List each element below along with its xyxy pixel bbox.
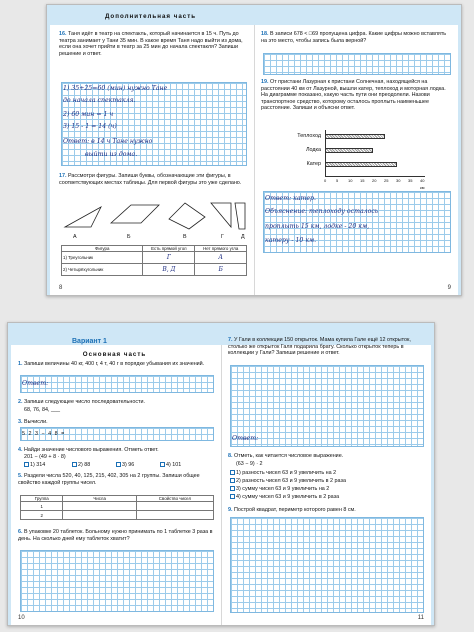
task-text: В упаковке 20 таблеток. Больному нужно принимать по 1 таблетке 3 раза в день. На сколько дней ему таблеток хватит? — [18, 529, 213, 542]
checkbox[interactable] — [160, 462, 165, 467]
table-cell: 2) Четырёхугольник — [62, 264, 143, 276]
bar-label: Катер — [306, 161, 321, 167]
section-title: Дополнительная часть — [104, 13, 197, 20]
checkbox[interactable] — [116, 462, 121, 467]
option[interactable] — [160, 462, 181, 469]
triangle-a — [65, 207, 101, 227]
answer-grid[interactable] — [263, 53, 451, 75]
page-11 — [220, 323, 434, 625]
checkbox[interactable] — [230, 486, 235, 491]
x-tick-label: 20 — [372, 178, 377, 183]
task-text: Запиши следующее число последовательности. — [24, 399, 145, 405]
quadrilateral-v — [169, 203, 205, 229]
task-19 — [261, 79, 451, 112]
table-cell[interactable] — [63, 502, 136, 511]
col-header: Группа — [21, 496, 63, 502]
table-cell: 2 — [21, 511, 63, 520]
header-band — [8, 323, 221, 345]
triangle-g — [211, 203, 231, 227]
option[interactable] — [230, 486, 329, 493]
page-number: 8 — [59, 285, 63, 291]
handwriting-answer: Ответ: — [232, 435, 259, 442]
table-cell[interactable]: Г — [143, 252, 195, 264]
table-cell[interactable]: А — [195, 252, 247, 264]
page-number: 9 — [447, 285, 451, 291]
task-number: 19. — [261, 79, 269, 85]
side-bar — [458, 25, 461, 295]
expression: 201 − (49 + 8 · 8) — [24, 454, 66, 460]
checkbox[interactable] — [230, 478, 235, 483]
task-text: У Гали в коллекции 150 открыток. Мама купила Гале ещё 12 открыток, столько же открыток Галя подарила брату. Сколько открыток теперь в коллекции у Гали? Запиши решение и ответ. — [228, 337, 411, 357]
table-cell[interactable] — [136, 502, 213, 511]
task-2 — [18, 399, 214, 406]
trapezoid-d — [235, 203, 245, 229]
handwriting-line: 3) 15 - 1 = 14 (ч) — [63, 123, 117, 130]
task-text: Таня идёт в театр на спектакль, который начинается в 15 ч. Путь до театра занимает у Тани 35 мин. В какое время Таня надо выйти из дома, если она хочет прийти в театр за 25 мин до начала спектакля? Запиши решение и ответ. — [59, 31, 243, 57]
page-10 — [8, 323, 222, 625]
x-tick-label: 10 — [348, 178, 353, 183]
task-number: 2. — [18, 399, 23, 405]
page-number: 11 — [417, 615, 424, 621]
table-cell: 1) Треугольник — [62, 252, 143, 264]
col-header: Есть прямой угол — [143, 246, 195, 252]
handwriting-line: катеру - 10 км. — [265, 237, 317, 244]
task-number: 1. — [18, 361, 23, 367]
bottom-spread — [7, 322, 435, 626]
shape-label: В — [183, 234, 187, 240]
x-tick-label: 15 — [360, 178, 365, 183]
x-axis — [325, 176, 425, 177]
answer-grid[interactable] — [20, 550, 214, 612]
task-number: 6. — [18, 529, 23, 535]
bar-lodka — [325, 148, 373, 153]
task-number: 16. — [59, 31, 67, 37]
task-number: 3. — [18, 419, 23, 425]
sequence: 68, 76, 84, ___ — [24, 407, 60, 413]
handwriting-line: проплыть 15 км, лодке - 20 км, — [265, 223, 370, 230]
page-number: 10 — [18, 615, 25, 621]
col-header: Фигура — [62, 246, 143, 252]
table-cell[interactable]: Б — [195, 264, 247, 276]
page-8 — [47, 5, 255, 295]
answer-grid[interactable] — [230, 365, 424, 447]
shape-label: Б — [127, 234, 131, 240]
expression: 5 2 3 − 4 8 = — [22, 431, 66, 437]
option-label: 1) разность чисел 63 и 9 увеличить на 2 — [236, 470, 337, 476]
task-number: 5. — [18, 473, 23, 479]
section-title: Основная часть — [82, 351, 147, 358]
answer-grid[interactable] — [20, 375, 214, 393]
shapes-figure — [61, 197, 247, 237]
task-17 — [59, 173, 247, 186]
expression: (63 − 9) · 2 — [236, 461, 263, 467]
handwriting-line: до начала спектакля. — [63, 97, 136, 104]
checkbox[interactable] — [230, 494, 235, 499]
task-number: 9. — [228, 507, 233, 513]
task-1 — [18, 361, 214, 368]
variant-title: Вариант 1 — [72, 338, 107, 345]
task-4 — [18, 447, 214, 454]
col-header: Нет прямого угла — [195, 246, 247, 252]
table-cell: 1 — [21, 502, 63, 511]
option-label: 4) сумму чисел 63 и 9 увеличить в 2 раза — [236, 494, 340, 500]
option-label: 3) сумму чисел 63 и 9 увеличить на 2 — [236, 486, 330, 492]
task-number: 8. — [228, 453, 233, 459]
bar-label: Лодка — [305, 147, 321, 153]
shape-label: Д — [241, 234, 245, 240]
x-tick-label: 35 — [408, 178, 413, 183]
x-tick-label: 30 — [396, 178, 401, 183]
task-5 — [18, 473, 214, 486]
task-text: В записи 678 < □69 пропущена цифра. Какие цифры можно вставлять на это место, чтобы запись была верной? — [261, 31, 447, 44]
task-text: Раздели числа 520, 40, 125, 215, 402, 305 на 2 группы. Запиши общее свойство каждой группы чисел. — [18, 473, 200, 486]
bar-label: Теплоход — [297, 133, 321, 139]
checkbox[interactable] — [72, 462, 77, 467]
task-6 — [18, 529, 214, 542]
bar-kater — [325, 162, 397, 167]
task-text: Вычисли. — [24, 419, 48, 425]
option-label: 1) 314 — [30, 462, 46, 468]
task-18 — [261, 31, 451, 44]
checkbox[interactable] — [24, 462, 29, 467]
option[interactable] — [116, 462, 134, 469]
x-tick-label: 25 — [384, 178, 389, 183]
x-tick-label: 5 — [336, 178, 339, 183]
handwriting-line: Объяснение: теплоходу осталось — [265, 208, 379, 215]
side-bar — [47, 25, 50, 295]
task-text: Рассмотри фигуры. Запиши буквы, обозначающие эти фигуры, в соответствующих местах таблицы. Для первой фигуры это уже сделано. — [59, 173, 242, 186]
task-16 — [59, 31, 247, 57]
task-3 — [18, 419, 48, 426]
top-spread — [46, 4, 462, 296]
handwriting-line: Ответ: катер. — [265, 195, 316, 202]
task-number: 18. — [261, 31, 269, 37]
shape-label: А — [73, 234, 77, 240]
task-8 — [228, 453, 424, 460]
task-number: 4. — [18, 447, 23, 453]
task-text: От пристани Лазурная к пристани Солнечная, находящейся на расстоянии 40 км от Лазурной, вышли катер, теплоход и моторная лодка. На диаграмме показано, какую часть пути они преодолели. Назови транспортное средство, которому осталось проплыть наименьшее расстояние. Запиши и объясни ответ. — [261, 79, 446, 112]
table-cell[interactable] — [63, 511, 136, 520]
bar-teplohod — [325, 134, 385, 139]
checkbox[interactable] — [230, 470, 235, 475]
handwriting-line: 2) 60 мин = 1 ч — [63, 111, 114, 118]
col-header: Свойство чисел — [136, 496, 213, 502]
option[interactable] — [230, 470, 336, 477]
parallelogram-b — [111, 205, 159, 223]
handwriting-line: выйти из дома. — [85, 151, 138, 158]
option-label: 2) 88 — [78, 462, 91, 468]
handwriting-line: Ответ: в 14 ч Тане нужно — [63, 138, 153, 145]
header-band — [253, 5, 461, 25]
x-tick-label: 0 — [324, 178, 327, 183]
x-tick-label: 40 км — [420, 178, 425, 190]
option[interactable] — [230, 478, 346, 485]
side-bar — [8, 343, 11, 625]
groups-table — [20, 495, 214, 520]
task-text: Запиши величины 40 кг, 400 г, 4 т, 40 г в порядке убывания их значений. — [24, 361, 205, 367]
handwriting-answer: Ответ: — [22, 380, 49, 387]
task-text: Построй квадрат, периметр которого равен 8 см. — [234, 507, 356, 513]
option[interactable] — [24, 462, 45, 469]
side-bar — [431, 343, 434, 625]
option-label: 3) 96 — [122, 462, 135, 468]
option[interactable] — [72, 462, 90, 469]
figures-table — [61, 245, 247, 276]
task-7 — [228, 337, 424, 357]
table-cell[interactable]: В, Д — [143, 264, 195, 276]
drawing-grid[interactable] — [230, 517, 424, 613]
shape-label: Г — [221, 234, 224, 240]
task-9 — [228, 507, 424, 514]
handwriting-line: 1) 35+25=60 (мин) нужно Тане — [63, 85, 168, 92]
task-text: Найди значение числового выражения. Отметь ответ. — [24, 447, 159, 453]
option-label: 4) 101 — [166, 462, 182, 468]
col-header: Числа — [63, 496, 136, 502]
option[interactable] — [230, 494, 339, 501]
task-number: 7. — [228, 337, 233, 343]
option-label: 2) разность чисел 63 и 9 увеличить в 2 раза — [236, 478, 346, 484]
page-9 — [253, 5, 461, 295]
table-cell[interactable] — [136, 511, 213, 520]
task-text: Отметь, как читается числовое выражение. — [234, 453, 344, 459]
task-number: 17. — [59, 173, 67, 179]
